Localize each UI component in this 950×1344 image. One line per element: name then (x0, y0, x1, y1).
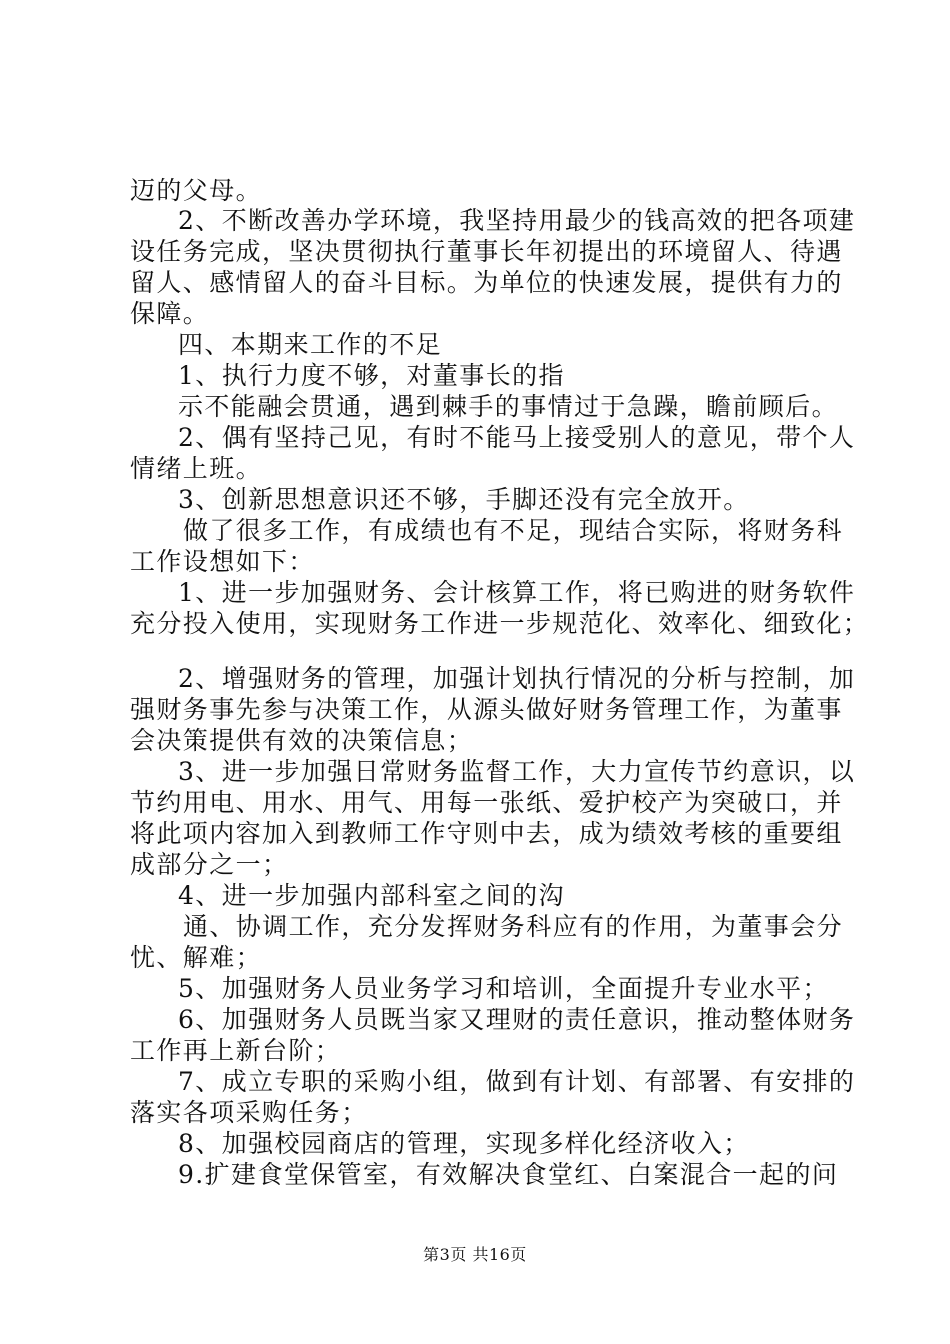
body-line: 充分投入使用，实现财务工作进一步规范化、效率化、细致化； (130, 609, 870, 638)
body-line: 7、成立专职的采购小组，做到有计划、有部署、有安排的 (178, 1067, 856, 1096)
body-line: 2、不断改善办学环境，我坚持用最少的钱高效的把各项建 (178, 206, 856, 235)
body-line: 工作再上新台阶； (130, 1036, 342, 1065)
body-line: 会决策提供有效的决策信息； (130, 726, 474, 755)
body-line: 5、加强财务人员业务学习和培训，全面提升专业水平； (178, 974, 829, 1003)
body-line: 3、创新思想意识还不够，手脚还没有完全放开。 (178, 485, 750, 514)
body-line: 情绪上班。 (130, 454, 263, 483)
page-number-footer: 第3页 共16页 (423, 1245, 527, 1264)
body-line: 8、加强校园商店的管理，实现多样化经济收入； (178, 1129, 750, 1158)
body-line: 1、执行力度不够，对董事长的指 (178, 361, 565, 390)
body-line: 留人、感情留人的奋斗目标。为单位的快速发展，提供有力的 (130, 268, 843, 297)
body-line: 成部分之一； (130, 850, 289, 879)
body-line: 忧、解难； (130, 943, 263, 972)
body-line: 节约用电、用水、用气、用每一张纸、爱护校产为突破口，并 (130, 788, 843, 817)
body-line: 2、偶有坚持己见，有时不能马上接受别人的意见，带个人 (178, 423, 856, 452)
body-line: 示不能融会贯通，遇到棘手的事情过于急躁，瞻前顾后。 (178, 392, 839, 421)
body-line: 通、协调工作，充分发挥财务科应有的作用，为董事会分 (183, 912, 844, 941)
body-line: 1、进一步加强财务、会计核算工作，将已购进的财务软件 (178, 578, 856, 607)
body-line: 3、进一步加强日常财务监督工作，大力宣传节约意识，以 (178, 757, 856, 786)
body-line: 6、加强财务人员既当家又理财的责任意识，推动整体财务 (178, 1005, 856, 1034)
body-line: 保障。 (130, 299, 210, 328)
body-line: 迈的父母。 (130, 176, 263, 205)
body-line: 强财务事先参与决策工作，从源头做好财务管理工作，为董事 (130, 695, 843, 724)
body-line: 做了很多工作，有成绩也有不足，现结合实际，将财务科 (183, 516, 844, 545)
body-line: 4、进一步加强内部科室之间的沟 (178, 881, 565, 910)
section-heading: 四、本期来工作的不足 (178, 330, 443, 359)
body-line: 落实各项采购任务； (130, 1098, 368, 1127)
body-line: 设任务完成，坚决贯彻执行董事长年初提出的环境留人、待遇 (130, 237, 843, 266)
body-line: 9.扩建食堂保管室，有效解决食堂红、白案混合一起的问 (178, 1160, 839, 1189)
body-line: 工作设想如下： (130, 547, 315, 576)
body-line: 将此项内容加入到教师工作守则中去，成为绩效考核的重要组 (130, 819, 843, 848)
body-line: 2、增强财务的管理，加强计划执行情况的分析与控制，加 (178, 664, 856, 693)
